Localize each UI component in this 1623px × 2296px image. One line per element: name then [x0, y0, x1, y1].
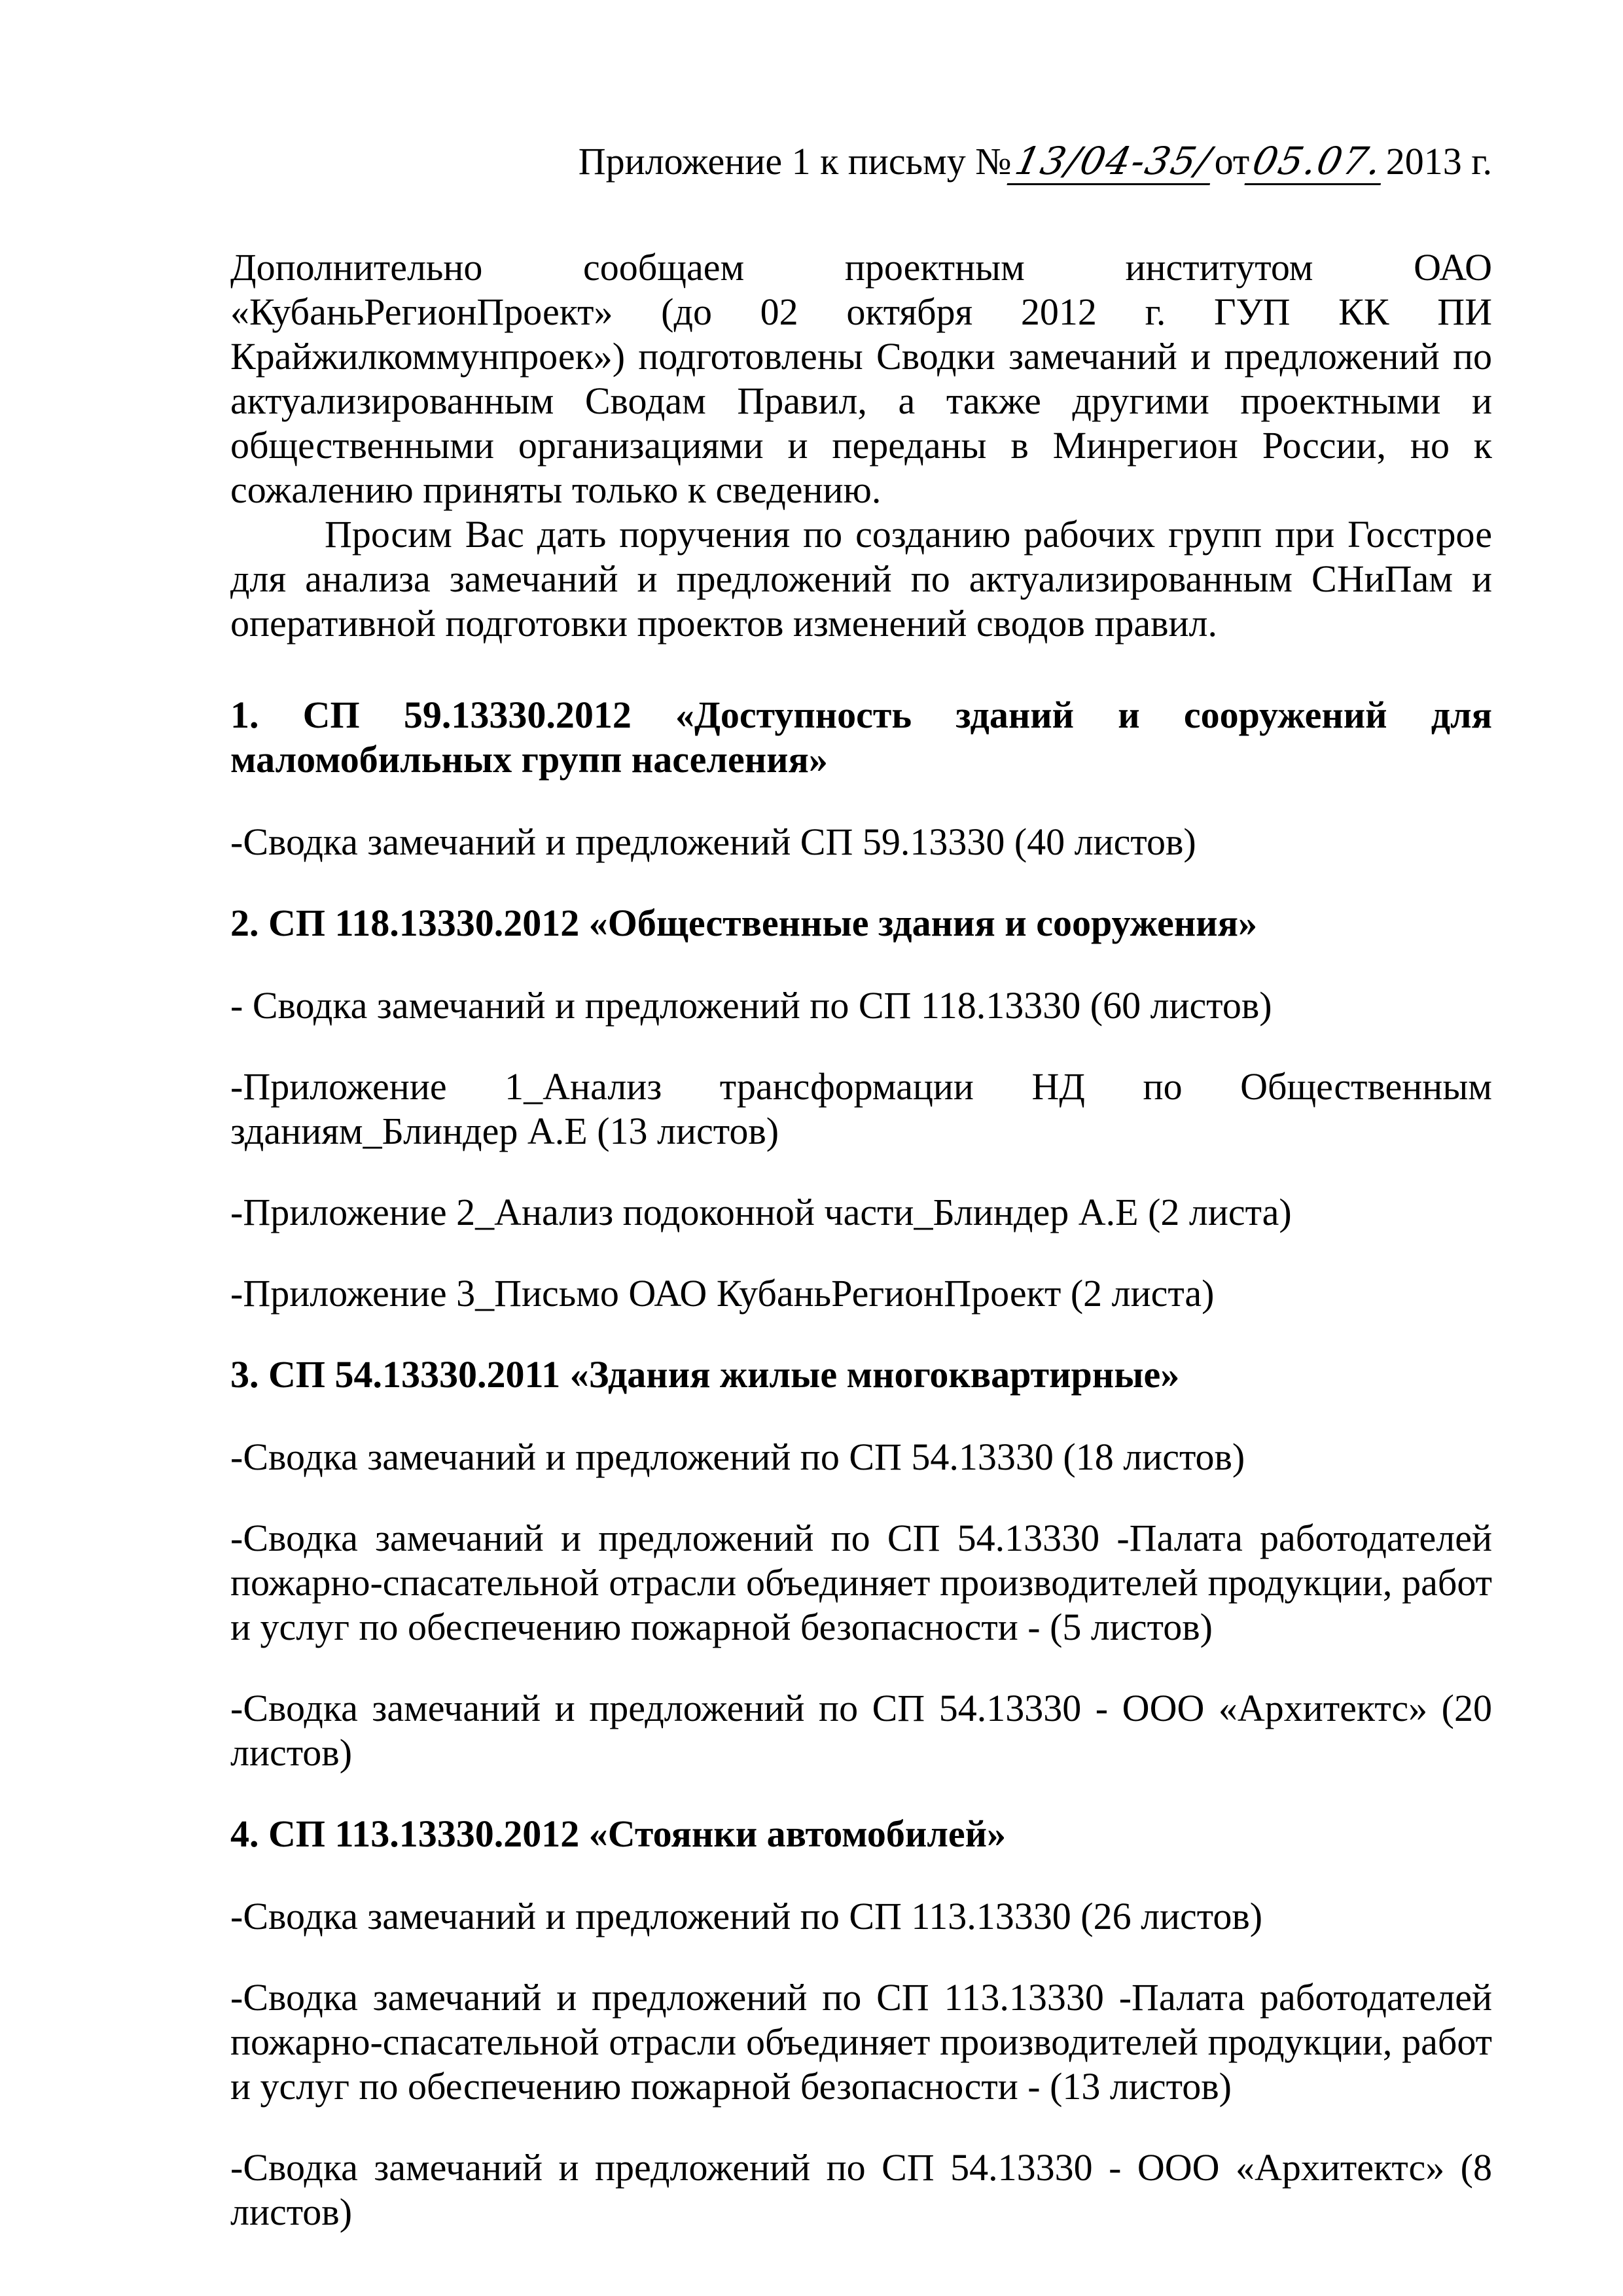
header-suffix: 2013 г.	[1385, 140, 1492, 183]
intro-paragraph-1: Дополнительно сообщаем проектным институтом ОАО «КубаньРегионПроект» (до 02 октября 2012 г. ГУП КК ПИ Крайжилкоммунпроек») подготовлены Сводки замечаний и предложений по актуализированным Сводам Правил, а также другими проектными и общественными организациями и переданы в Минрегион России, но к сожалению приняты только к сведению.	[230, 246, 1492, 511]
section-4-item-3: -Сводка замечаний и предложений по СП 54.13330 - ООО «Архитектс» (8 листов)	[230, 2146, 1492, 2233]
section-2-item-2: -Приложение 1_Анализ трансформации НД по Общественным зданиям_Блиндер А.Е (13 листов)	[230, 1065, 1492, 1152]
attachment-header	[230, 139, 1492, 185]
section-2-title: 2. СП 118.13330.2012 «Общественные здания и сооружения»	[230, 902, 1257, 944]
handwritten-letter-number: 13/04-35/	[1007, 139, 1219, 185]
section-1-title: 1. СП 59.13330.2012 «Доступность зданий и сооружений для маломобильных групп населения»	[230, 694, 1492, 781]
section-4-item-2: -Сводка замечаний и предложений по СП 113.13330 -Палата работодателей пожарно-спасательной отрасли объединяет производителей продукции, работ и услуг по обеспечению пожарной безопасности - (13 листов)	[230, 1976, 1492, 2108]
section-2-item-4: -Приложение 3_Письмо ОАО КубаньРегионПроект (2 листа)	[230, 1272, 1215, 1315]
section-3-item-2: -Сводка замечаний и предложений по СП 54.13330 -Палата работодателей пожарно-спасательной отрасли объединяет производителей продукции, работ и услуг по обеспечению пожарной безопасности - (5 листов)	[230, 1517, 1492, 1648]
section-3-item-3: -Сводка замечаний и предложений по СП 54.13330 - ООО «Архитектс» (20 листов)	[230, 1687, 1492, 1774]
section-3-title: 3. СП 54.13330.2011 «Здания жилые многоквартирные»	[230, 1353, 1180, 1396]
section-2-item-1: - Сводка замечаний и предложений по СП 118.13330 (60 листов)	[230, 984, 1272, 1027]
section-1-item-1: -Сводка замечаний и предложений СП 59.13330 (40 листов)	[230, 821, 1196, 863]
header-middle: от	[1214, 140, 1250, 183]
section-3-item-1: -Сводка замечаний и предложений по СП 54.13330 (18 листов)	[230, 1436, 1245, 1478]
header-prefix: Приложение 1 к письму №	[578, 140, 1012, 183]
section-2-item-3: -Приложение 2_Анализ подоконной части_Блиндер А.Е (2 листа)	[230, 1191, 1292, 1233]
intro-paragraph-2: Просим Вас дать поручения по созданию рабочих групп при Госстрое для анализа замечаний и предложений по актуализированным СНиПам и оперативной подготовки проектов изменений сводов правил.	[230, 513, 1492, 645]
section-4-title: 4. СП 113.13330.2012 «Стоянки автомобилей»	[230, 1812, 1007, 1855]
handwritten-letter-date: 05.07.	[1245, 139, 1391, 185]
section-4-item-1: -Сводка замечаний и предложений по СП 113.13330 (26 листов)	[230, 1895, 1263, 1937]
